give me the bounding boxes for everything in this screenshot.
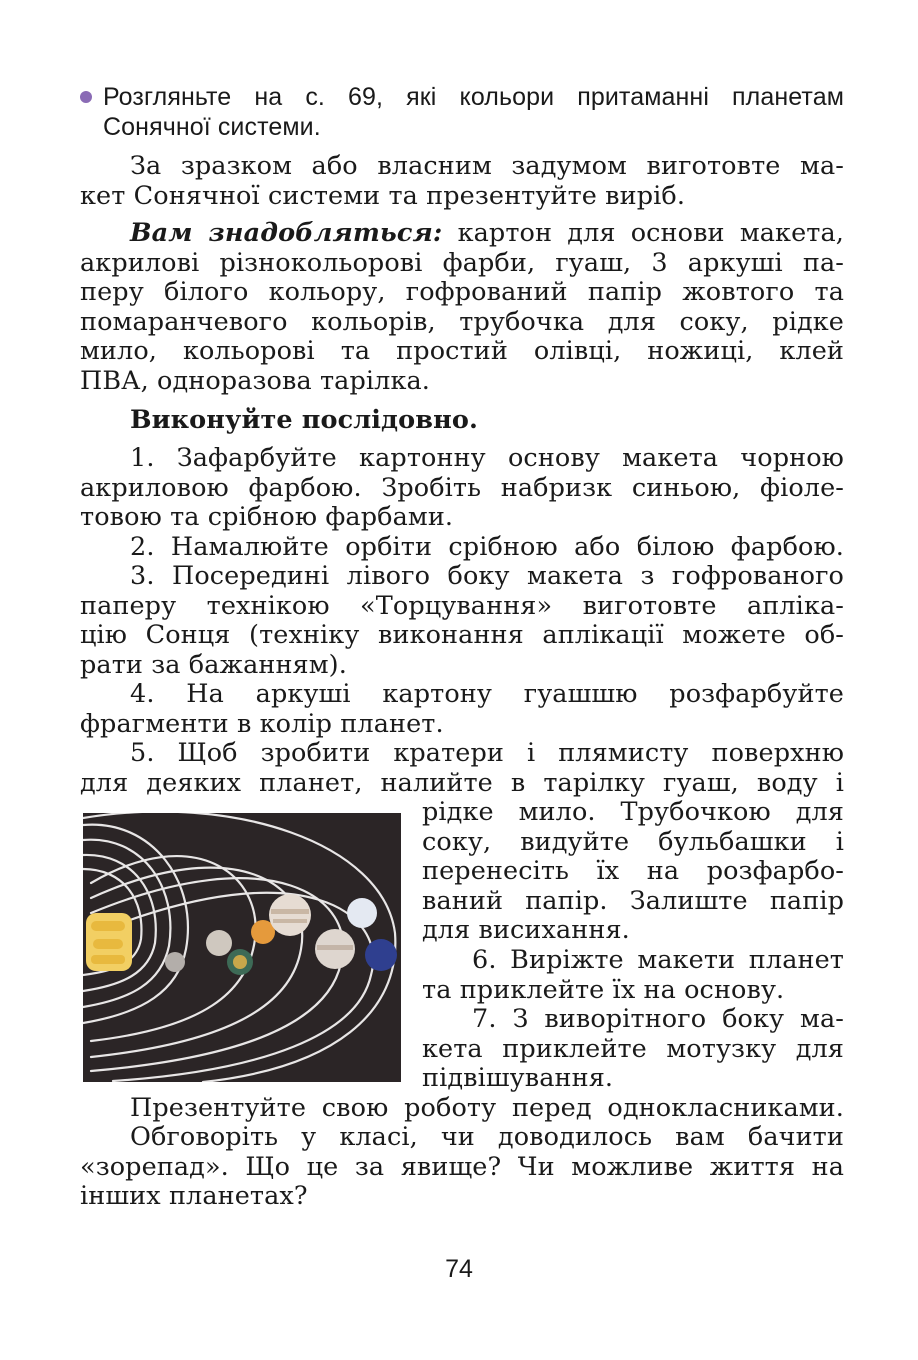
uranus-icon bbox=[347, 898, 377, 928]
step-line: для деяких планет, налийте в тарілку гуаш, воду і bbox=[80, 768, 844, 798]
solar-system-model-image bbox=[83, 813, 401, 1082]
intro-line: За зразком або власним задумом виготовте ма- bbox=[130, 151, 844, 181]
materials-label: Вам знадобляться: bbox=[130, 218, 443, 248]
step-line: 5. Щоб зробити кратери і плямисту поверхню bbox=[130, 738, 844, 768]
bullet-text-line: Сонячної системи. bbox=[103, 113, 321, 141]
step-line: рідке мило. Трубочкою для bbox=[422, 797, 844, 827]
step-line: 3. Посередині лівого боку макета з гофрованого bbox=[130, 561, 844, 591]
step-line: для висихання. bbox=[422, 915, 630, 945]
step-line: підвішування. bbox=[422, 1063, 614, 1093]
intro-line: кет Сонячної системи та презентуйте виріб. bbox=[80, 181, 686, 211]
step-line: кета приклейте мотузку для bbox=[422, 1034, 844, 1064]
jupiter-icon bbox=[269, 894, 311, 936]
step-line: 4. На аркуші картону гуашшю розфарбуйте bbox=[130, 679, 844, 709]
step-line: соку, видуйте бульбашки і bbox=[422, 827, 844, 857]
step-line: рати за бажанням). bbox=[80, 650, 347, 680]
step-line: товою та срібною фарбами. bbox=[80, 502, 454, 532]
closing-line: Обговоріть у класі, чи доводилось вам бачити bbox=[130, 1122, 844, 1152]
step-line: цію Сонця (техніку виконання аплікації можете об- bbox=[80, 620, 844, 650]
step-line: 1. Зафарбуйте картонну основу макета чорною bbox=[130, 443, 844, 473]
step-line: фрагменти в колір планет. bbox=[80, 709, 444, 739]
sun-icon bbox=[86, 913, 132, 971]
venus-icon bbox=[206, 930, 232, 956]
materials-text: картон для основи макета, bbox=[457, 218, 844, 248]
bullet-dot-icon bbox=[80, 91, 92, 103]
neptune-icon bbox=[365, 939, 397, 971]
closing-line: інших планетах? bbox=[80, 1181, 308, 1211]
page-number: 74 bbox=[445, 1255, 473, 1283]
closing-line: «зорепад». Що це за явище? Чи можливе життя на bbox=[80, 1152, 844, 1182]
materials-line: помаранчевого кольорів, трубочка для соку, рідке bbox=[80, 307, 844, 337]
step-line: 7. З виворітного боку ма- bbox=[472, 1004, 844, 1034]
closing-line: Презентуйте свою роботу перед однокласниками. bbox=[130, 1093, 844, 1123]
step-line: 6. Виріжте макети планет bbox=[472, 945, 844, 975]
step-line: ваний папір. Залиште папір bbox=[422, 886, 844, 916]
step-line: 2. Намалюйте орбіти срібною або білою фарбою. bbox=[130, 532, 844, 562]
materials-line: акрилові різнокольорові фарби, гуаш, 3 аркуші па- bbox=[80, 248, 844, 278]
step-line: перенесіть їх на розфарбо- bbox=[422, 856, 844, 886]
materials-line: перу білого кольору, гофрований папір жовтого та bbox=[80, 277, 844, 307]
step-line: та приклейте їх на основу. bbox=[422, 975, 785, 1005]
bullet-text-line: Розгляньте на с. 69, які кольори притаманні планетам bbox=[103, 83, 844, 111]
materials-line: ПВА, одноразова тарілка. bbox=[80, 366, 430, 396]
mercury-icon bbox=[165, 952, 185, 972]
materials-line: мило, кольорові та простий олівці, ножиці, клей bbox=[80, 336, 844, 366]
materials-line bbox=[130, 218, 844, 248]
step-line: акриловою фарбою. Зробіть набризк синьою, фіоле- bbox=[80, 473, 844, 503]
step-line: паперу технікою «Торцування» виготовте апліка- bbox=[80, 591, 844, 621]
steps-heading: Виконуйте послідовно. bbox=[130, 405, 478, 435]
